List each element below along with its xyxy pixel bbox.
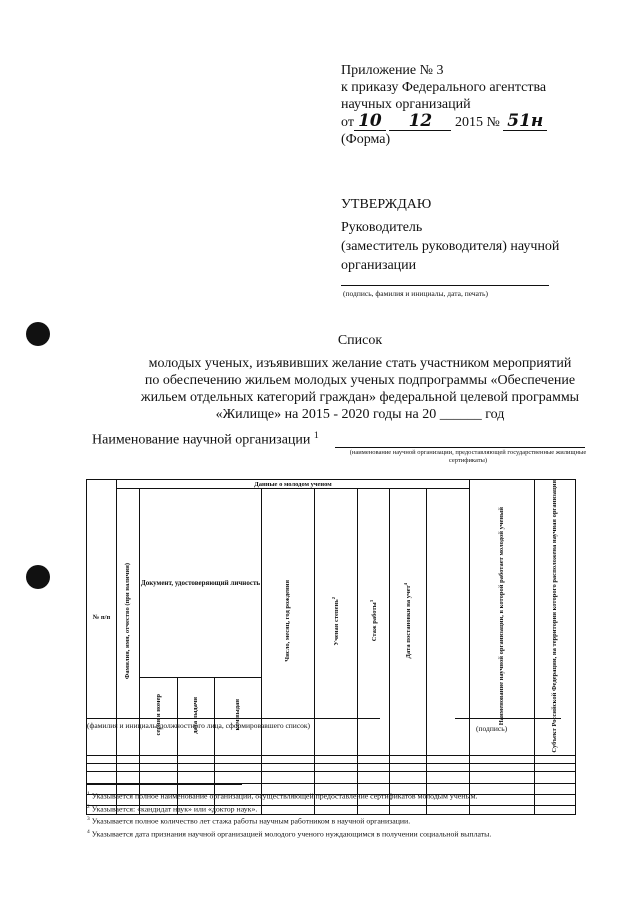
punch-hole-top [26,322,50,346]
document-title-line-4: «Жилище» на 2015 - 2020 годы на 20 ______ год [215,407,505,422]
official-name-line [87,718,380,719]
col-header-registration-date: Дата постановки на учет$^4$ [390,489,427,756]
approval-signature-line [341,285,549,286]
official-signature-line [455,718,561,719]
col-header-issued-by: кем выдан [215,677,262,755]
table-row [87,763,576,771]
organization-label-row [92,430,319,449]
organization-caption: (наименование научной организации, предоставляющей государственные жилищные сертификаты) [349,449,587,464]
col-header-degree: Ученая степень$^2$ [315,489,358,756]
appendix-block [341,62,547,148]
date-day-handwritten: 10 [354,113,386,131]
organization-label: Наименование научной организации [92,432,311,448]
appendix-line-1: Приложение № 3 [341,63,444,78]
document-heading: Список [337,333,383,348]
young-scientists-table [86,479,576,815]
col-header-issue-date: дата выдачи [178,677,215,755]
date-prefix: от [341,115,354,130]
document-title [70,332,640,423]
approval-signature-caption: (подпись, фамилия и инициалы, дата, печать) [343,289,488,298]
col-header-org-name: Наименование научной организации, в которой работает молодой ученый [470,480,535,756]
date-month-handwritten: 12 [389,113,451,131]
approval-title: УТВЕРЖДАЮ [341,197,432,212]
document-title-line-3: жильем отдельных категорий граждан» федеральной целевой программы [140,390,580,405]
footnote-4: $^4$ Указывается дата признания научной организацией молодого ученого нуждающимся в получении социальной выплаты. [87,828,492,839]
col-header-region: Субъект Российской Федерации, на территории которого расположена научная организация [535,480,576,756]
footnotes [87,789,567,839]
punch-hole-bottom [26,565,50,589]
col-header-series-number: серия и номер [140,677,178,755]
footnote-1: $^1$ Указывается полное наименование организации, осуществляющей предоставление сертификатов молодым ученым. [87,791,478,801]
organization-name-line [335,447,585,448]
group-header-identity-document: Документ, удостоверяющий личность [140,489,262,678]
footnote-3: $^3$ Указывается полное количество лет стажа работы научным работником в научной организации. [87,816,411,826]
official-signature-caption: (подпись) [476,724,508,733]
approval-line-1: Руководитель [341,220,423,235]
footnote-separator [87,784,242,785]
official-name-caption: (фамилия и инициалы должностного лица, сформировавшего список) [87,721,311,730]
appendix-line-2: к приказу Федерального агентства [341,80,547,95]
footnote-ref-1: 1 [313,430,319,441]
group-header-young-scientist: Данные о молодом ученом [117,480,470,489]
col-header-experience: Стаж работы$^3$ [358,489,390,756]
table-row [87,771,576,783]
document-title-line-1: молодых ученых, изъявивших желание стать участником мероприятий [148,356,572,371]
approval-block [341,195,559,275]
document-title-line-2: по обеспечению жильем молодых ученых подпрограммы «Обеспечение [144,373,576,388]
col-header-full-name: Фамилия, имя, отчество (при наличии) [117,489,140,756]
order-number-handwritten: 51н [503,113,547,131]
approval-line-3: организации [341,258,417,273]
col-header-birth-date: Число, месяц, год рождения [262,489,315,756]
col-header-number: № п/п [87,480,117,756]
appendix-date-line [341,113,547,131]
date-year: 2015 № [454,115,500,130]
footnote-2: $^2$ Указывается: «кандидат наук» или «доктор наук». [87,803,258,814]
table-row [87,755,576,763]
approval-line-2: (заместитель руководителя) научной [341,239,560,254]
appendix-line-3: научных организаций [341,97,471,112]
form-label: (Форма) [341,132,391,147]
